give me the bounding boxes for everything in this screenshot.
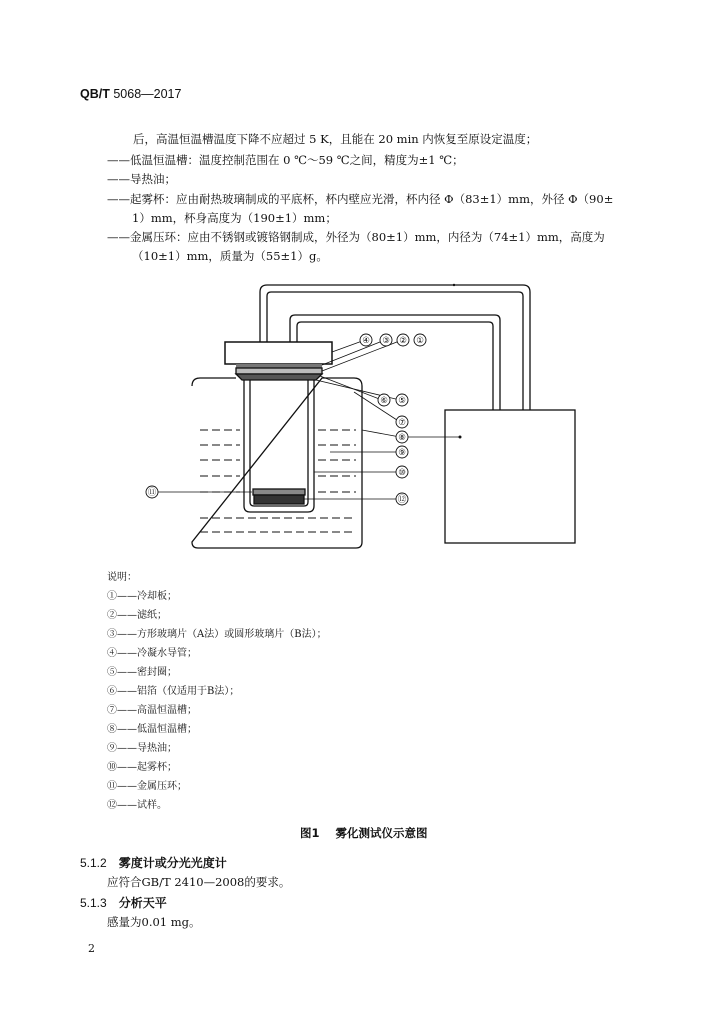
high-temp-bath bbox=[192, 378, 362, 548]
paragraph-metal-ring-cont: （10±1）mm，质量为（55±1）g。 bbox=[132, 249, 328, 263]
paragraph-fog-cup: ——起雾杯：应由耐热玻璃制成的平底杯，杯内壁应光滑，杯内径 Φ（83±1）mm，外径 Φ（90± bbox=[107, 192, 614, 206]
metal-ring bbox=[253, 489, 305, 495]
legend-item: ⑤——密封圈； bbox=[107, 667, 177, 678]
callout-10: ⑩ bbox=[398, 468, 406, 478]
legend-item: ⑨——导热油； bbox=[107, 743, 177, 754]
paragraph-fog-cup-cont: 1）mm，杯身高度为（190±1）mm； bbox=[132, 211, 337, 225]
seal-ring bbox=[236, 374, 322, 380]
standard-number: 5068—2017 bbox=[113, 87, 182, 101]
glass-plate bbox=[236, 368, 322, 374]
legend-item: ③——方形玻璃片（A法）或圆形玻璃片（B法）； bbox=[107, 629, 327, 640]
paragraph-continuation: 后，高温恒温槽温度下降不应超过 5 K，且能在 20 min 内恢复至原设定温度； bbox=[133, 132, 538, 146]
coolant-tube-inner-2 bbox=[297, 322, 493, 410]
fog-cup-inner bbox=[250, 380, 308, 506]
paragraph-low-temp-bath: ——低温恒温槽：温度控制范围在 0 ℃～59 ℃之间，精度为±1 ℃； bbox=[107, 153, 464, 167]
legend-title: 说明： bbox=[107, 572, 137, 583]
figure-caption bbox=[300, 825, 428, 841]
callout-5: ⑤ bbox=[398, 396, 406, 406]
section-body-5-1-2: 应符合GB/T 2410—2008的要求。 bbox=[107, 875, 291, 889]
section-heading-5-1-2 bbox=[80, 854, 227, 871]
section-heading-5-1-3 bbox=[80, 894, 167, 911]
legend-item: ⑩——起雾杯； bbox=[107, 762, 177, 773]
callout-1: ① bbox=[416, 336, 424, 346]
legend-item: ⑧——低温恒温槽； bbox=[107, 724, 197, 735]
low-temp-bath bbox=[445, 410, 575, 543]
legend bbox=[107, 568, 327, 815]
callout-7: ⑦ bbox=[398, 418, 406, 428]
page-number: 2 bbox=[88, 942, 95, 955]
callout-2: ② bbox=[399, 336, 407, 346]
section-number: 5.1.2 bbox=[80, 856, 107, 870]
coolant-tube-outer bbox=[260, 285, 530, 410]
section-number: 5.1.3 bbox=[80, 896, 107, 910]
fogging-apparatus-diagram bbox=[140, 280, 585, 555]
legend-item: ②——滤纸； bbox=[107, 610, 167, 621]
legend-item: ⑥——铝箔（仅适用于B法）； bbox=[107, 686, 240, 697]
legend-item: ⑪——金属压环； bbox=[107, 781, 187, 792]
standard-prefix: QB/T bbox=[80, 87, 110, 101]
callout-8: ⑧ bbox=[398, 433, 406, 443]
section-title: 雾度计或分光光度计 bbox=[118, 856, 227, 870]
callout-3: ③ bbox=[382, 336, 390, 346]
coolant-tube-outer-inner bbox=[267, 292, 523, 410]
coolant-tube-inner bbox=[290, 315, 500, 410]
section-body-5-1-3: 感量为0.01 mg。 bbox=[107, 915, 201, 929]
callout-12: ⑫ bbox=[397, 495, 407, 505]
paragraph-metal-ring: ——金属压环：应由不锈钢或镀铬钢制成，外径为（80±1）mm，内径为（74±1）mm，高度为 bbox=[107, 230, 605, 244]
legend-item: ①——冷却板； bbox=[107, 591, 177, 602]
paragraph-oil: ——导热油； bbox=[107, 172, 176, 186]
callout-9: ⑨ bbox=[398, 448, 406, 458]
standard-header bbox=[80, 87, 181, 101]
callout-11: ⑪ bbox=[147, 488, 157, 498]
callout-4: ④ bbox=[362, 336, 370, 346]
figure-label: 图1 bbox=[300, 826, 320, 840]
legend-item: ⑦——高温恒温槽； bbox=[107, 705, 197, 716]
cooling-plate bbox=[225, 342, 332, 364]
legend-item: ④——冷凝水导管； bbox=[107, 648, 197, 659]
heat-oil-level bbox=[200, 430, 356, 532]
section-title: 分析天平 bbox=[118, 896, 167, 910]
legend-item: ⑫——试样。 bbox=[107, 800, 167, 811]
figure-title: 雾化测试仪示意图 bbox=[335, 826, 428, 840]
specimen bbox=[254, 495, 304, 504]
callout-6: ⑥ bbox=[380, 396, 388, 406]
